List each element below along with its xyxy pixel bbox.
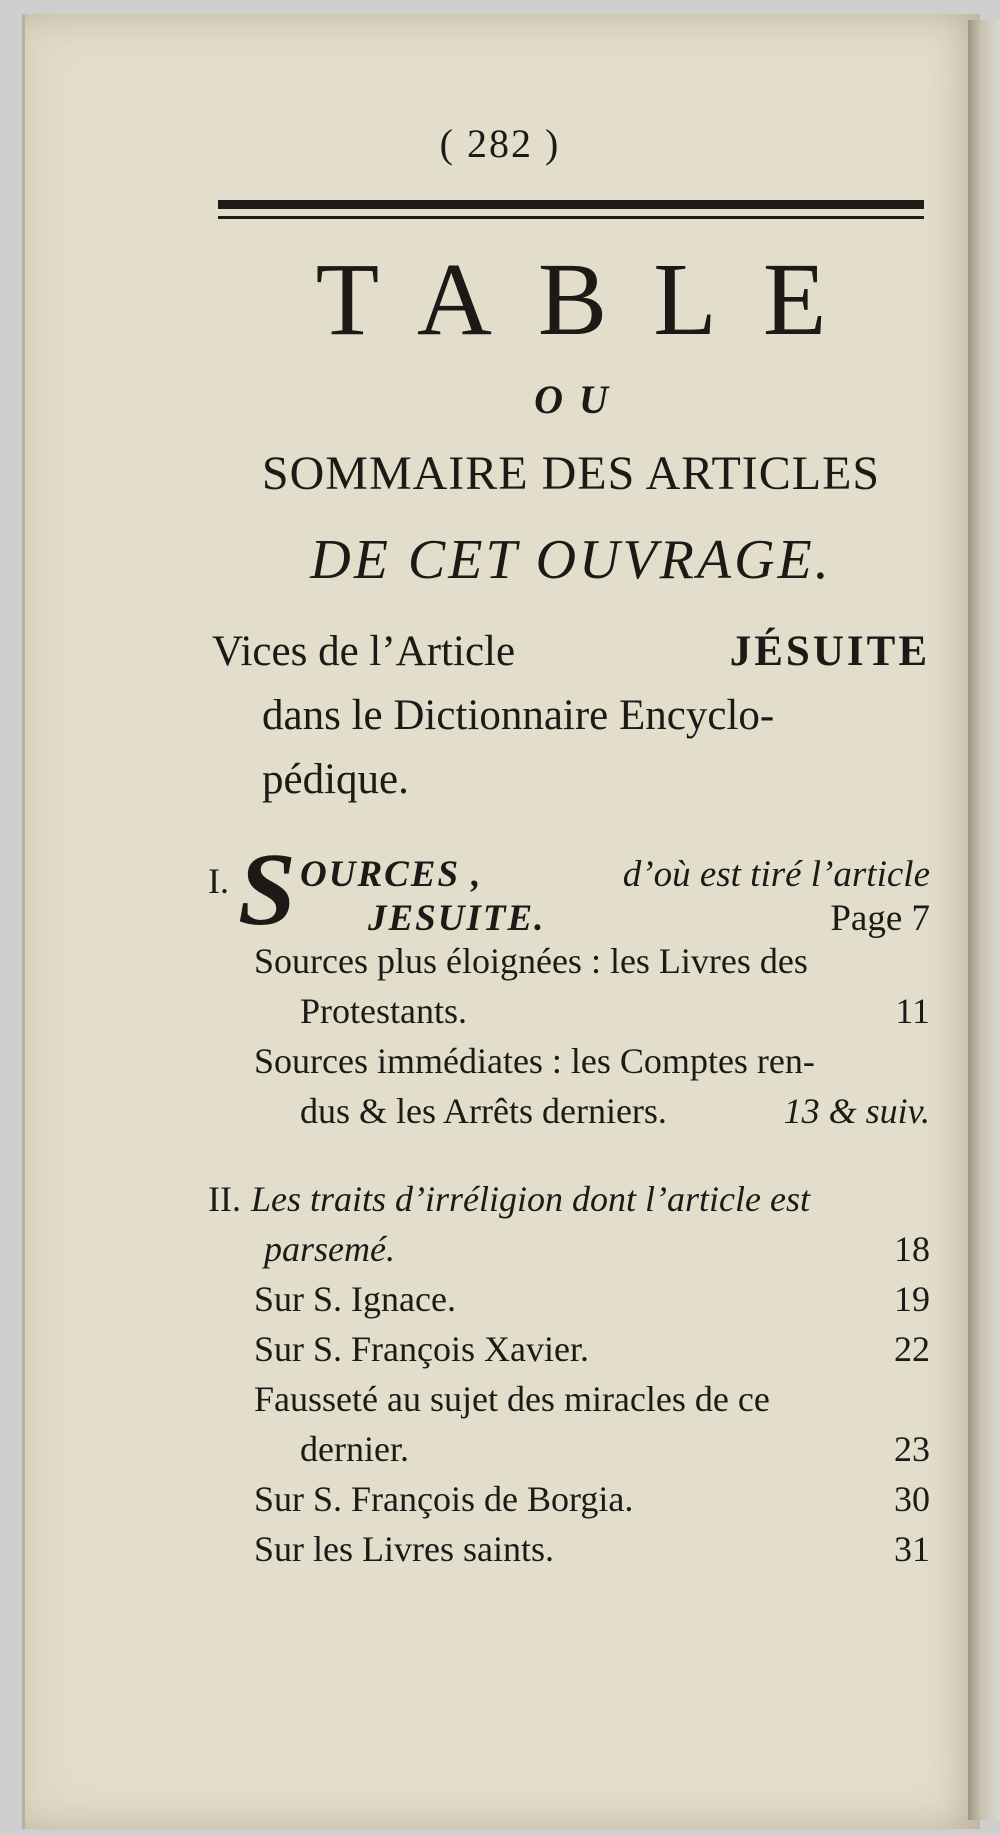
entry-page: 31 — [894, 1529, 930, 1569]
entry-line — [254, 1424, 930, 1474]
entry-page: 30 — [894, 1479, 930, 1519]
section-2-page: 18 — [894, 1229, 930, 1269]
section-1-head: OURCES , — [300, 854, 483, 895]
subtitle-ouvrage: DE CET OUVRAGE. — [310, 529, 832, 591]
intro-paragraph — [212, 620, 930, 812]
toc-entry — [208, 1524, 930, 1574]
section-1-title-line-2 — [368, 894, 930, 944]
page-number: ( 282 ) — [439, 121, 561, 166]
page-edge — [968, 20, 1000, 1820]
entry-text: Sur S. Ignace. — [254, 1279, 456, 1319]
entry-text: Protestants. — [300, 991, 467, 1031]
header-rule-thin — [218, 216, 924, 219]
section-1-head-rest: d’où est tiré l’article — [622, 854, 930, 895]
section-2-title: Les traits d’irréligion dont l’article est — [250, 1179, 810, 1219]
entry-text: Sources immédiates : les Comptes ren- — [254, 1041, 815, 1081]
intro-jesuite: JÉSUITE — [729, 628, 930, 675]
toc-entry — [208, 1036, 930, 1136]
entry-text: Sur les Livres saints. — [254, 1529, 554, 1569]
entry-page: 23 — [894, 1429, 930, 1469]
section-1-heading — [208, 832, 930, 947]
table-of-contents — [208, 832, 930, 1574]
entry-line — [254, 1086, 930, 1136]
subtitle-sommaire: SOMMAIRE DES ARTICLES — [261, 447, 881, 500]
drop-cap: S — [238, 832, 296, 947]
section-2-title-2: parsemé. — [264, 1229, 395, 1269]
entry-page: 11 — [895, 991, 930, 1031]
entry-text: Sur S. François de Borgia. — [254, 1479, 634, 1519]
entry-text: Sur S. François Xavier. — [254, 1329, 589, 1369]
entry-line — [254, 1036, 930, 1086]
entry-page: 22 — [894, 1329, 930, 1369]
section-number: I. — [208, 861, 229, 901]
section-1-head-2: JESUITE. — [368, 898, 546, 939]
section-2-heading — [208, 1174, 930, 1274]
toc-entry — [208, 1474, 930, 1524]
entry-line — [254, 1374, 930, 1424]
section-2-title-line — [208, 1174, 930, 1224]
subtitle-ou: OU — [534, 377, 624, 422]
intro-line-2: dans le Dictionnaire Encyclo- — [262, 692, 775, 739]
entry-line — [254, 986, 930, 1036]
intro-text: Vices de l’Article — [212, 628, 516, 675]
entry-text: dus & les Arrêts derniers. — [300, 1091, 667, 1131]
intro-line-1 — [212, 620, 930, 684]
entry-text: dernier. — [300, 1429, 409, 1469]
section-2-title-line-2 — [208, 1224, 930, 1274]
toc-entry — [208, 1274, 930, 1324]
section-1-page: Page 7 — [830, 898, 930, 939]
toc-entry — [208, 1374, 930, 1474]
intro-line-3: pédique. — [262, 756, 409, 803]
section-number: II. — [208, 1179, 241, 1219]
entry-text: Fausseté au sujet des miracles de ce — [254, 1379, 770, 1419]
entry-page: 19 — [894, 1279, 930, 1319]
toc-entry — [208, 1324, 930, 1374]
entry-text: Sources plus éloignées : les Livres des — [254, 941, 808, 981]
header-rule-thick — [218, 200, 924, 209]
section-1-title-line — [300, 850, 930, 900]
section-gap — [208, 1136, 930, 1174]
page-title: TABLE — [315, 242, 873, 357]
entry-page: 13 & suiv. — [783, 1091, 930, 1131]
toc-entry — [208, 936, 930, 1036]
